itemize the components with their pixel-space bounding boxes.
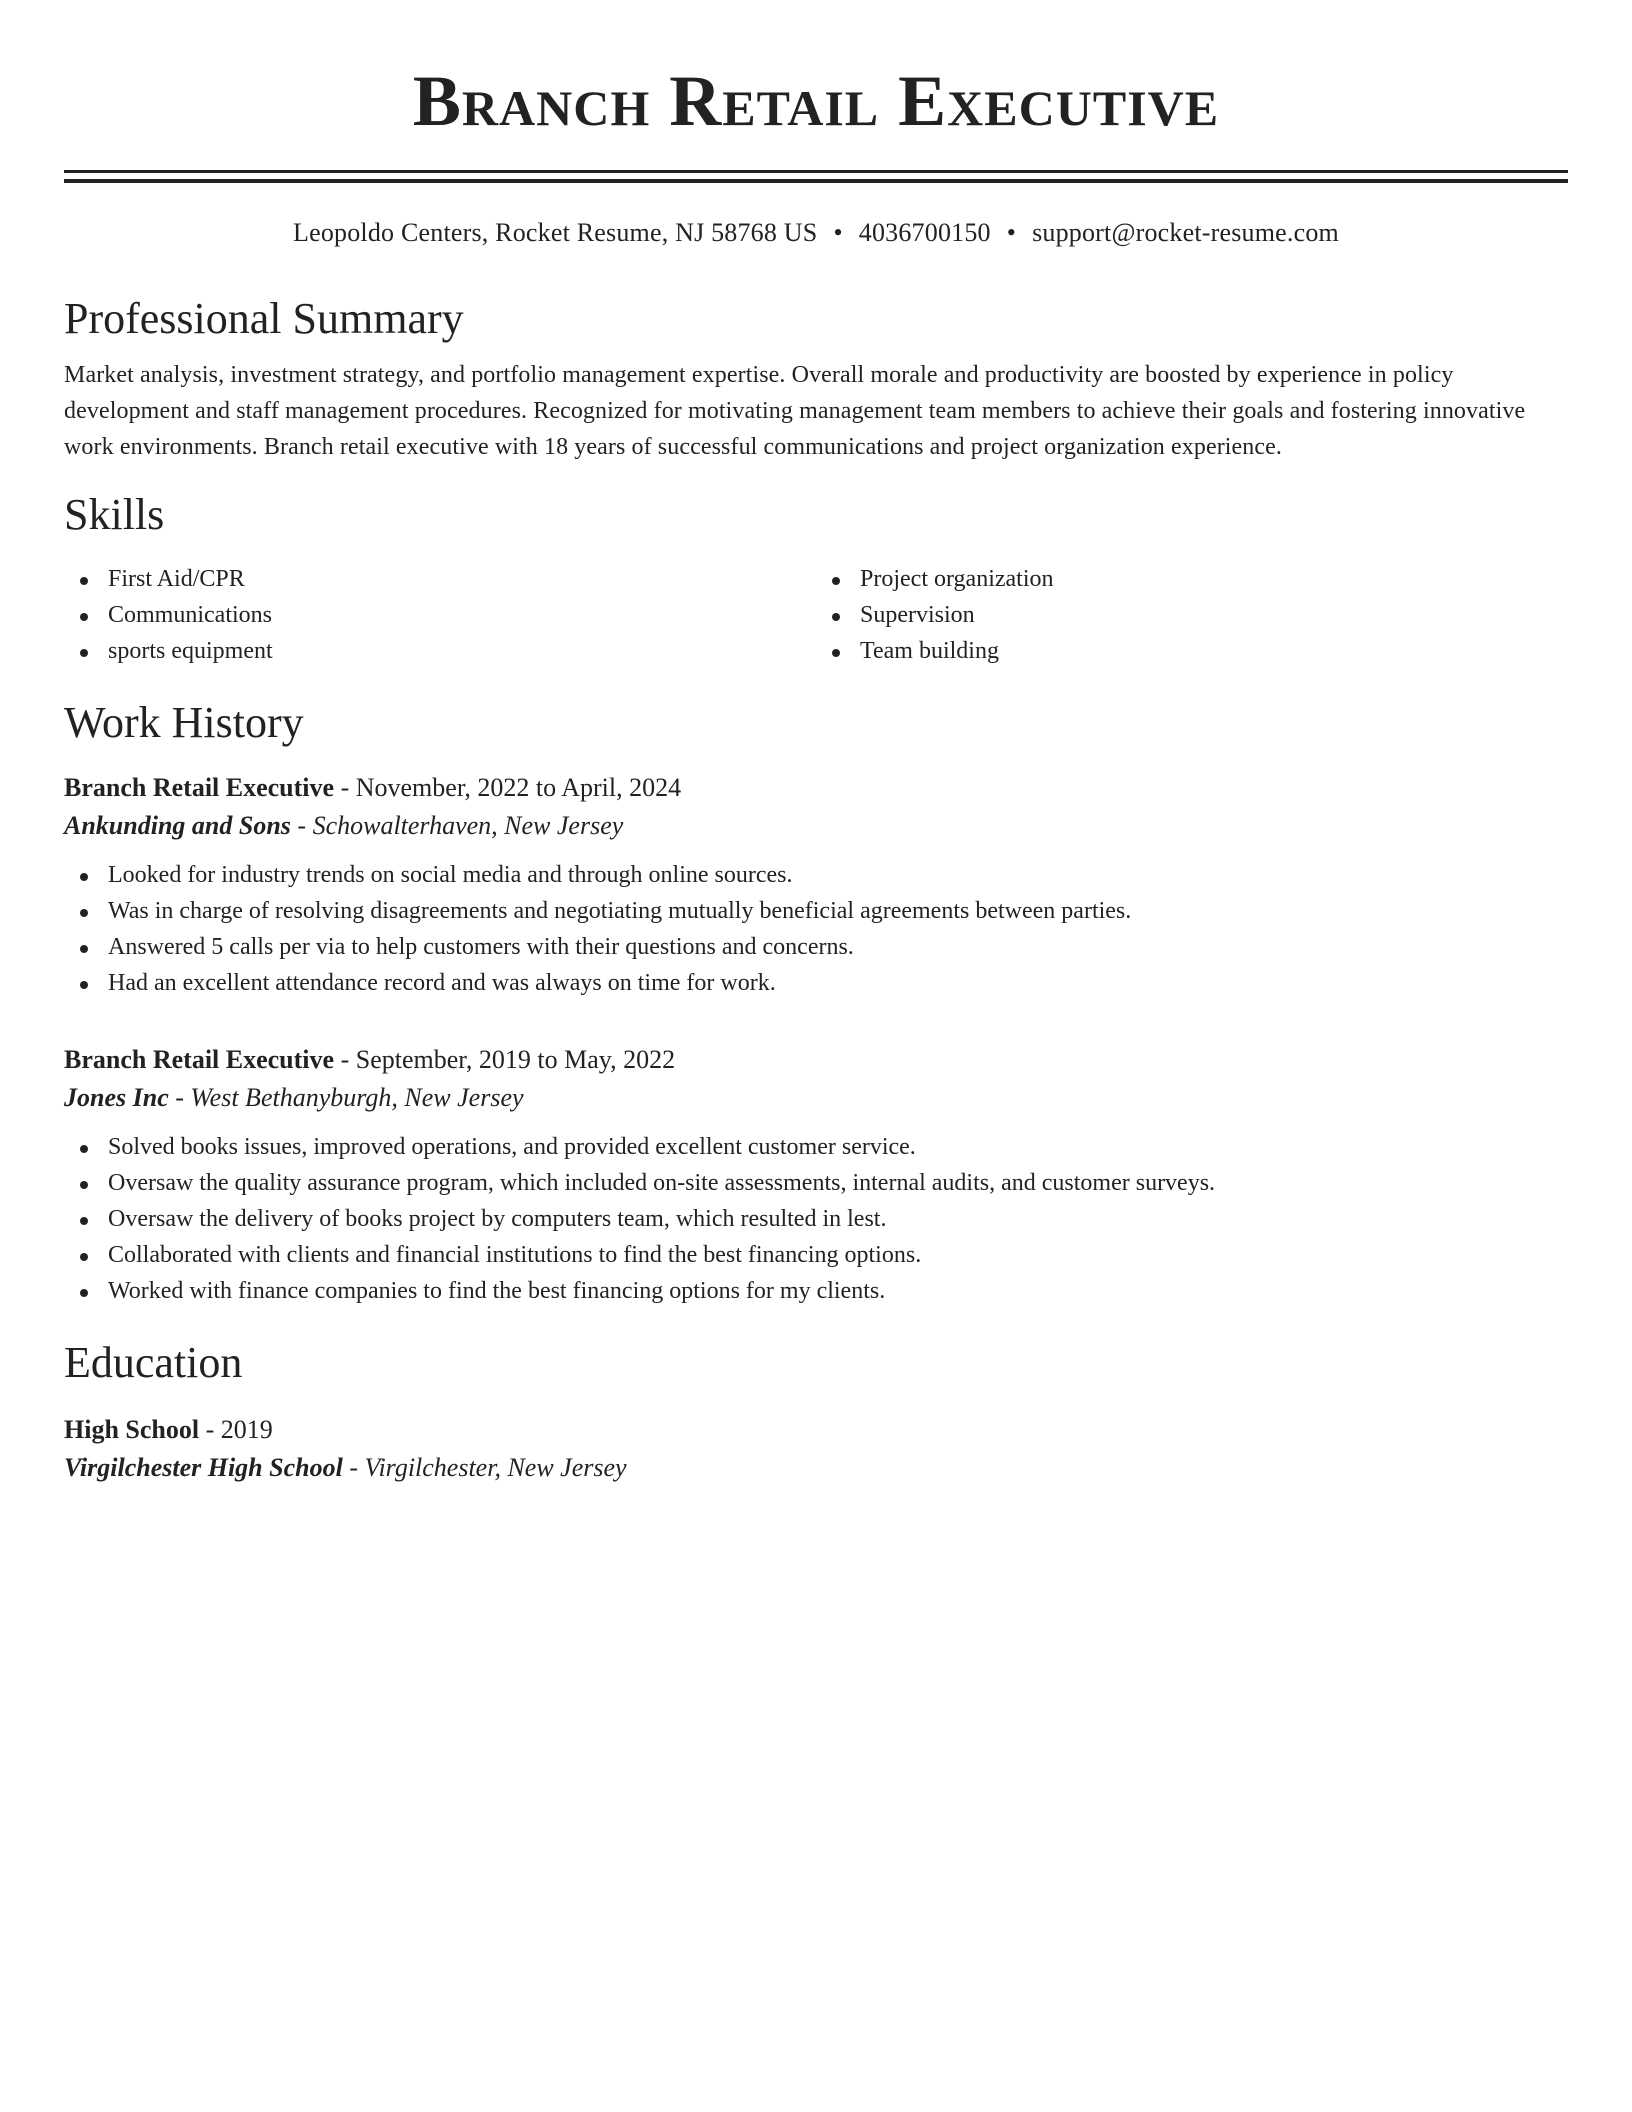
- contact-line: [64, 217, 1568, 249]
- job-entry: [64, 1041, 1568, 1309]
- work-history-heading: Work History: [64, 698, 304, 747]
- header-rule-top: [64, 170, 1568, 173]
- education-school: Virgilchester High School: [64, 1453, 343, 1482]
- education-school-line: [64, 1449, 1568, 1487]
- duty-item: Collaborated with clients and financial institutions to find the best financing options.: [64, 1237, 1568, 1273]
- job-title-line: [64, 769, 1568, 807]
- duty-item: Was in charge of resolving disagreements and negotiating mutually beneficial agreements between parties.: [64, 893, 1568, 929]
- job-role: Branch Retail Executive: [64, 773, 335, 802]
- job-role: Branch Retail Executive: [64, 1045, 335, 1074]
- skill-item: Project organization: [816, 561, 1568, 597]
- contact-separator: •: [1006, 218, 1017, 247]
- job-duties: [64, 1129, 1568, 1309]
- education-degree-line: [64, 1411, 1568, 1449]
- duty-item: Oversaw the delivery of books project by computers team, which resulted in lest.: [64, 1201, 1568, 1237]
- contact-phone: 4036700150: [858, 218, 991, 247]
- duty-item: Worked with finance companies to find the best financing options for my clients.: [64, 1273, 1568, 1309]
- skill-item: Communications: [64, 597, 816, 633]
- skills-list: [64, 561, 1568, 669]
- summary-text: Market analysis, investment strategy, and portfolio management expertise. Overall morale and productivity are boosted by experience in policy development and staff management procedures. Recognized for motivating management team members to achieve their goals and fostering innovative work environments. Branch retail executive with 18 years of successful communications and project organization experience.: [64, 362, 1526, 460]
- skills-column-right: [816, 561, 1568, 669]
- duty-item: Had an excellent attendance record and was always on time for work.: [64, 965, 1568, 1001]
- skills-column-left: [64, 561, 816, 669]
- education-entry: [64, 1411, 1568, 1487]
- job-location: - Schowalterhaven, New Jersey: [290, 811, 624, 840]
- education-degree: High School: [64, 1415, 200, 1444]
- skills-heading: Skills: [64, 490, 165, 539]
- summary-heading: Professional Summary: [64, 294, 464, 343]
- duty-item: Answered 5 calls per via to help customers with their questions and concerns.: [64, 929, 1568, 965]
- job-dates: - November, 2022 to April, 2024: [334, 773, 682, 802]
- job-company: Jones Inc: [64, 1083, 169, 1112]
- skill-item: Team building: [816, 633, 1568, 669]
- education-heading: Education: [64, 1338, 243, 1387]
- skill-item: First Aid/CPR: [64, 561, 816, 597]
- resume-name: Branch Retail Executive: [412, 61, 1220, 141]
- job-company-line: [64, 807, 1568, 845]
- duty-item: Oversaw the quality assurance program, which included on-site assessments, internal audits, and customer surveys.: [64, 1165, 1568, 1201]
- job-title-line: [64, 1041, 1568, 1079]
- duty-item: Looked for industry trends on social media and through online sources.: [64, 857, 1568, 893]
- job-duties: [64, 857, 1568, 1001]
- skill-item: sports equipment: [64, 633, 816, 669]
- skill-item: Supervision: [816, 597, 1568, 633]
- job-dates: - September, 2019 to May, 2022: [334, 1045, 676, 1074]
- contact-separator: •: [833, 218, 843, 247]
- duty-item: Solved books issues, improved operations, and provided excellent customer service.: [64, 1129, 1568, 1165]
- job-location: - West Bethanyburgh, New Jersey: [168, 1083, 524, 1112]
- contact-address: Leopoldo Centers, Rocket Resume, NJ 58768 US: [293, 218, 818, 247]
- header-rule-bottom: [64, 179, 1568, 183]
- job-entry: [64, 769, 1568, 1001]
- job-company: Ankunding and Sons: [64, 811, 291, 840]
- education-location: - Virgilchester, New Jersey: [342, 1453, 627, 1482]
- job-company-line: [64, 1079, 1568, 1117]
- contact-email: support@rocket-resume.com: [1032, 218, 1339, 247]
- education-year: - 2019: [199, 1415, 273, 1444]
